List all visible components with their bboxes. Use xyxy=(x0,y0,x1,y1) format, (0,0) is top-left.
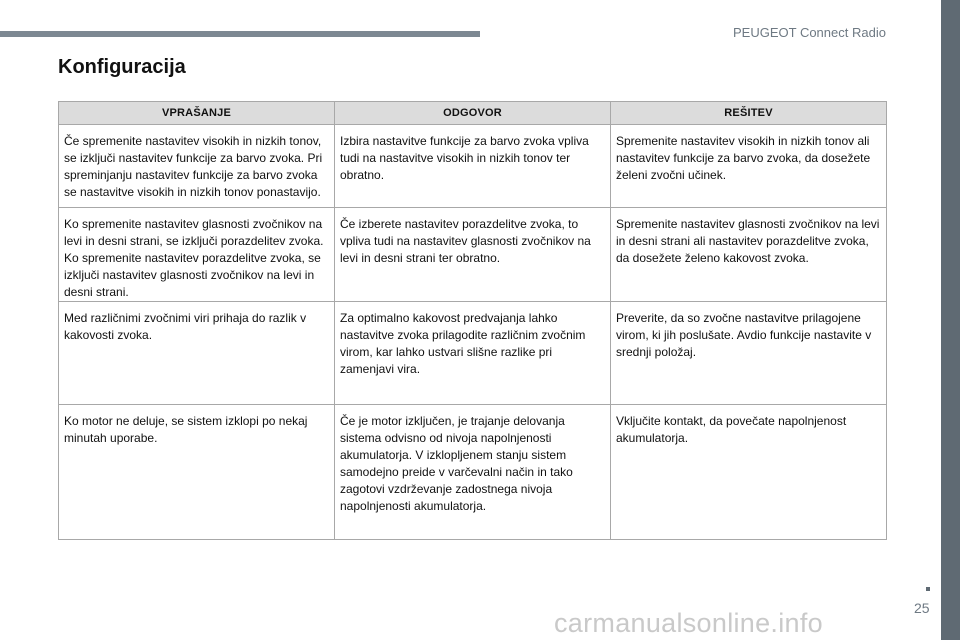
solution-cell: Vključite kontakt, da povečate napolnjenost akumulatorja. xyxy=(611,405,887,540)
question-cell: Ko spremenite nastavitev glasnosti zvočnikov na levi in desni strani, se izključi porazdelitev zvoka. Ko spremenite nastavitev porazdelitve zvoka, se izključi nastavitev glasnosti zvočnikov na levi in desni strani. xyxy=(59,208,335,302)
table-row xyxy=(59,125,887,208)
column-header-solution: REŠITEV xyxy=(611,102,887,125)
table-header-row xyxy=(59,102,887,125)
header-brand-title: PEUGEOT Connect Radio xyxy=(733,25,886,40)
table-row xyxy=(59,208,887,302)
question-cell: Če spremenite nastavitev visokih in nizkih tonov, se izključi nastavitev funkcije za barvo zvoka. Pri spreminjanju nastavitev funkcije za barvo zvoka se nastavitve visokih in nizkih tonov ponastavijo. xyxy=(59,125,335,208)
question-cell: Med različnimi zvočnimi viri prihaja do razlik v kakovosti zvoka. xyxy=(59,302,335,405)
column-header-answer: ODGOVOR xyxy=(335,102,611,125)
answer-cell: Za optimalno kakovost predvajanja lahko nastavitve zvoka prilagodite različnim zvočnim virom, kar lahko ustvari slišne razlike pri zamenjavi vira. xyxy=(335,302,611,405)
solution-cell: Spremenite nastavitev glasnosti zvočnikov na levi in desni strani ali nastavitev porazdelitve zvoka, da dosežete želeno kakovost zvoka. xyxy=(611,208,887,302)
column-header-question: VPRAŠANJE xyxy=(59,102,335,125)
faq-table xyxy=(58,101,887,540)
solution-cell: Spremenite nastavitev visokih in nizkih tonov ali nastavitev funkcije za barvo zvoka, da dosežete želeni zvočni učinek. xyxy=(611,125,887,208)
table-row xyxy=(59,405,887,540)
table-row xyxy=(59,302,887,405)
watermark-text: carmanualsonline.info xyxy=(554,608,823,638)
answer-cell: Če je motor izključen, je trajanje delovanja sistema odvisno od nivoja napolnjenosti akumulatorja. V izklopljenem stanju sistem samodejno preide v varčevalni način in tako zagotovi vzdrževanje zadostnega nivoja napolnjenosti akumulatorja. xyxy=(335,405,611,540)
page-number: 25 xyxy=(914,600,930,616)
answer-cell: Izbira nastavitve funkcije za barvo zvoka vpliva tudi na nastavitve visokih in nizkih tonov ter obratno. xyxy=(335,125,611,208)
top-rule xyxy=(0,31,480,37)
page-marker-dot xyxy=(926,587,930,591)
answer-cell: Če izberete nastavitev porazdelitve zvoka, to vpliva tudi na nastavitev glasnosti zvočnikov na levi in desni strani ter obratno. xyxy=(335,208,611,302)
page-title: Konfiguracija xyxy=(58,56,186,78)
solution-cell: Preverite, da so zvočne nastavitve prilagojene virom, ki jih poslušate. Avdio funkcije nastavite v srednji položaj. xyxy=(611,302,887,405)
side-bar xyxy=(941,0,960,640)
question-cell: Ko motor ne deluje, se sistem izklopi po nekaj minutah uporabe. xyxy=(59,405,335,540)
